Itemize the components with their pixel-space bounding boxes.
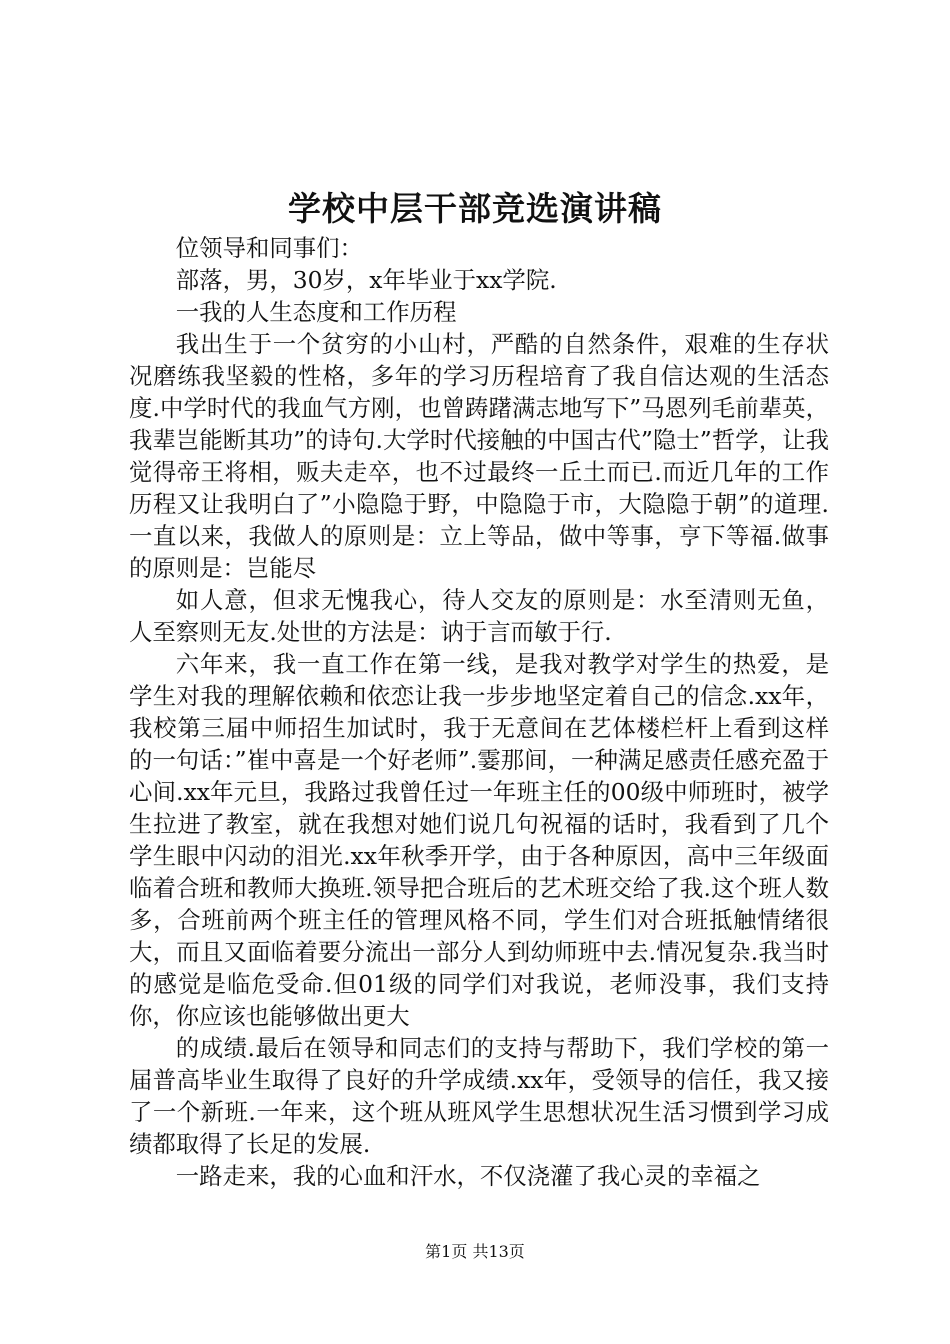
section-heading: 一我的人生态度和工作历程 [175,298,457,326]
paragraph: 如人意，但求无愧我心，待人交友的原则是：水至清则无鱼，人至察则无友.处世的方法是：讷于言而敏于行. [129,586,829,646]
document-body [129,232,829,1192]
paragraph: 的成绩.最后在领导和同志们的支持与帮助下，我们学校的第一届普高毕业生取得了良好的升学成绩.xx年，受领导的信任，我又接了一个新班.一年来，这个班从班风学生思想状况生活习惯到学习成绩都取得了长足的发展. [129,1034,829,1158]
page-number-footer: 第1页 共13页 [425,1242,525,1261]
document-title: 学校中层干部竞选演讲稿 [288,189,662,228]
paragraph-intro: 部落，男，30岁，x年毕业于xx学院. [175,266,557,294]
paragraph-greeting: 位领导和同事们： [175,234,363,262]
paragraph: 一路走来，我的心血和汗水，不仅浇灌了我心灵的幸福之 [175,1162,761,1190]
paragraph: 六年来，我一直工作在第一线，是我对教学对学生的热爱，是学生对我的理解依赖和依恋让我一步步地坚定着自己的信念.xx年，我校第三届中师招生加试时，我于无意间在艺体楼栏杆上看到这样的一句话：”崔中喜是一个好老师”.霎那间，一种满足感责任感充盈于心间.xx年元旦，我路过我曾任过一年班主任的00级中师班时，被学生拉进了教室，就在我想对她们说几句祝福的话时，我看到了几个学生眼中闪动的泪光.xx年秋季开学，由于各种原因，高中三年级面临着合班和教师大换班.领导把合班后的艺术班交给了我.这个班人数多，合班前两个班主任的管理风格不同，学生们对合班抵触情绪很大，而且又面临着要分流出一部分人到幼师班中去.情况复杂.我当时的感觉是临危受命.但01级的同学们对我说，老师没事，我们支持你，你应该也能够做出更大 [129,650,829,1030]
paragraph: 我出生于一个贫穷的小山村，严酷的自然条件，艰难的生存状况磨练我坚毅的性格，多年的学习历程培育了我自信达观的生活态度.中学时代的我血气方刚，也曾踌躇满志地写下”马恩列毛前辈英，我辈岂能断其功”的诗句.大学时代接触的中国古代”隐士”哲学，让我觉得帝王将相，贩夫走卒，也不过最终一丘土而已.而近几年的工作历程又让我明白了”小隐隐于野，中隐隐于市，大隐隐于朝”的道理.一直以来，我做人的原则是：立上等品，做中等事，亨下等福.做事的原则是：岂能尽 [129,330,829,582]
